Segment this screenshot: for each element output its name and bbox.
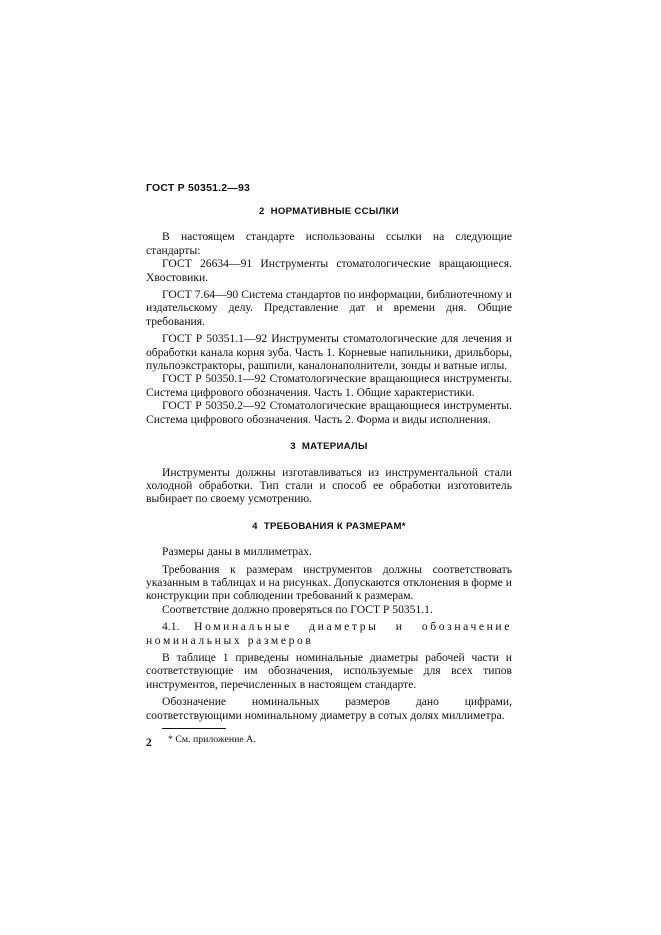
standard-code-header: ГОСТ Р 50351.2—93 [146,182,251,194]
section-4-requirements: Требования к размерам инструментов должны соответствовать указанным в таблицах и на рисунках. Допускаются отклонения в форме и конструкции при соблюдении требований к размерам. [146,562,512,603]
page-content [146,205,512,746]
section-4-number: 4 [252,520,258,532]
section-3-heading [146,440,512,453]
section-2-heading [146,205,512,218]
subsection-4-1-title: Номинальные диаметры и обозначение номинальных размеров [146,620,512,647]
reference-item: ГОСТ Р 50350.2—92 Стоматологические вращающиеся инструменты. Система цифрового обозначения. Часть 2. Форма и виды исполнения. [146,399,512,426]
subsection-4-1-number: 4.1. [162,620,180,634]
footnote: * См. приложение А. [168,734,256,745]
reference-item: ГОСТ Р 50351.1—92 Инструменты стоматологические для лечения и обработки канала корня зуба. Часть 1. Корневые напильники, дрильборы, пульпоэкстракторы, рашпили, каналонаполнители, зонды и ватные иглы. [146,332,512,373]
section-4-designation-note: Обозначение номинальных размеров дано цифрами, соответствующими номинальному диаметру в сотых долях миллиметра. [146,695,512,722]
section-2-intro: В настоящем стандарте использованы ссылки на следующие стандарты: [146,230,512,257]
section-3-number: 3 [290,441,296,453]
section-4-compliance: Соответствие должно проверяться по ГОСТ Р 50351.1. [162,602,433,616]
section-2-number: 2 [259,206,265,217]
section-4-title: ТРЕБОВАНИЯ К РАЗМЕРАМ* [263,520,406,532]
section-4-units-note: Размеры даны в миллиметрах. [162,545,312,559]
subsection-4-1-heading [146,620,512,647]
section-4-table-note: В таблице 1 приведены номинальные диаметры рабочей части и соответствующие им обозначения, используемые для всех типов инструментов, перечисленных в настоящем стандарте. [146,650,512,691]
page-number: 2 [146,736,152,749]
section-2-title: НОРМАТИВНЫЕ ССЫЛКИ [270,206,399,217]
section-4-heading [146,520,512,533]
reference-item: ГОСТ 26634—91 Инструменты стоматологические вращающиеся. Хвостовики. [146,257,512,284]
section-3-text: Инструменты должны изготавливаться из инструментальной стали холодной обработки. Тип стали и способ ее обработки изготовитель выбирает по своему усмотрению. [146,465,512,506]
footnote-divider [162,728,226,729]
reference-item: ГОСТ 7.64—90 Система стандартов по информации, библиотечному и издательскому делу. Представление дат и времени дня. Общие требования. [146,288,512,328]
section-3-title: МАТЕРИАЛЫ [301,441,368,453]
reference-item: ГОСТ Р 50350.1—92 Стоматологические вращающиеся инструменты. Система цифрового обозначения. Часть 1. Общие характеристики. [146,372,512,399]
